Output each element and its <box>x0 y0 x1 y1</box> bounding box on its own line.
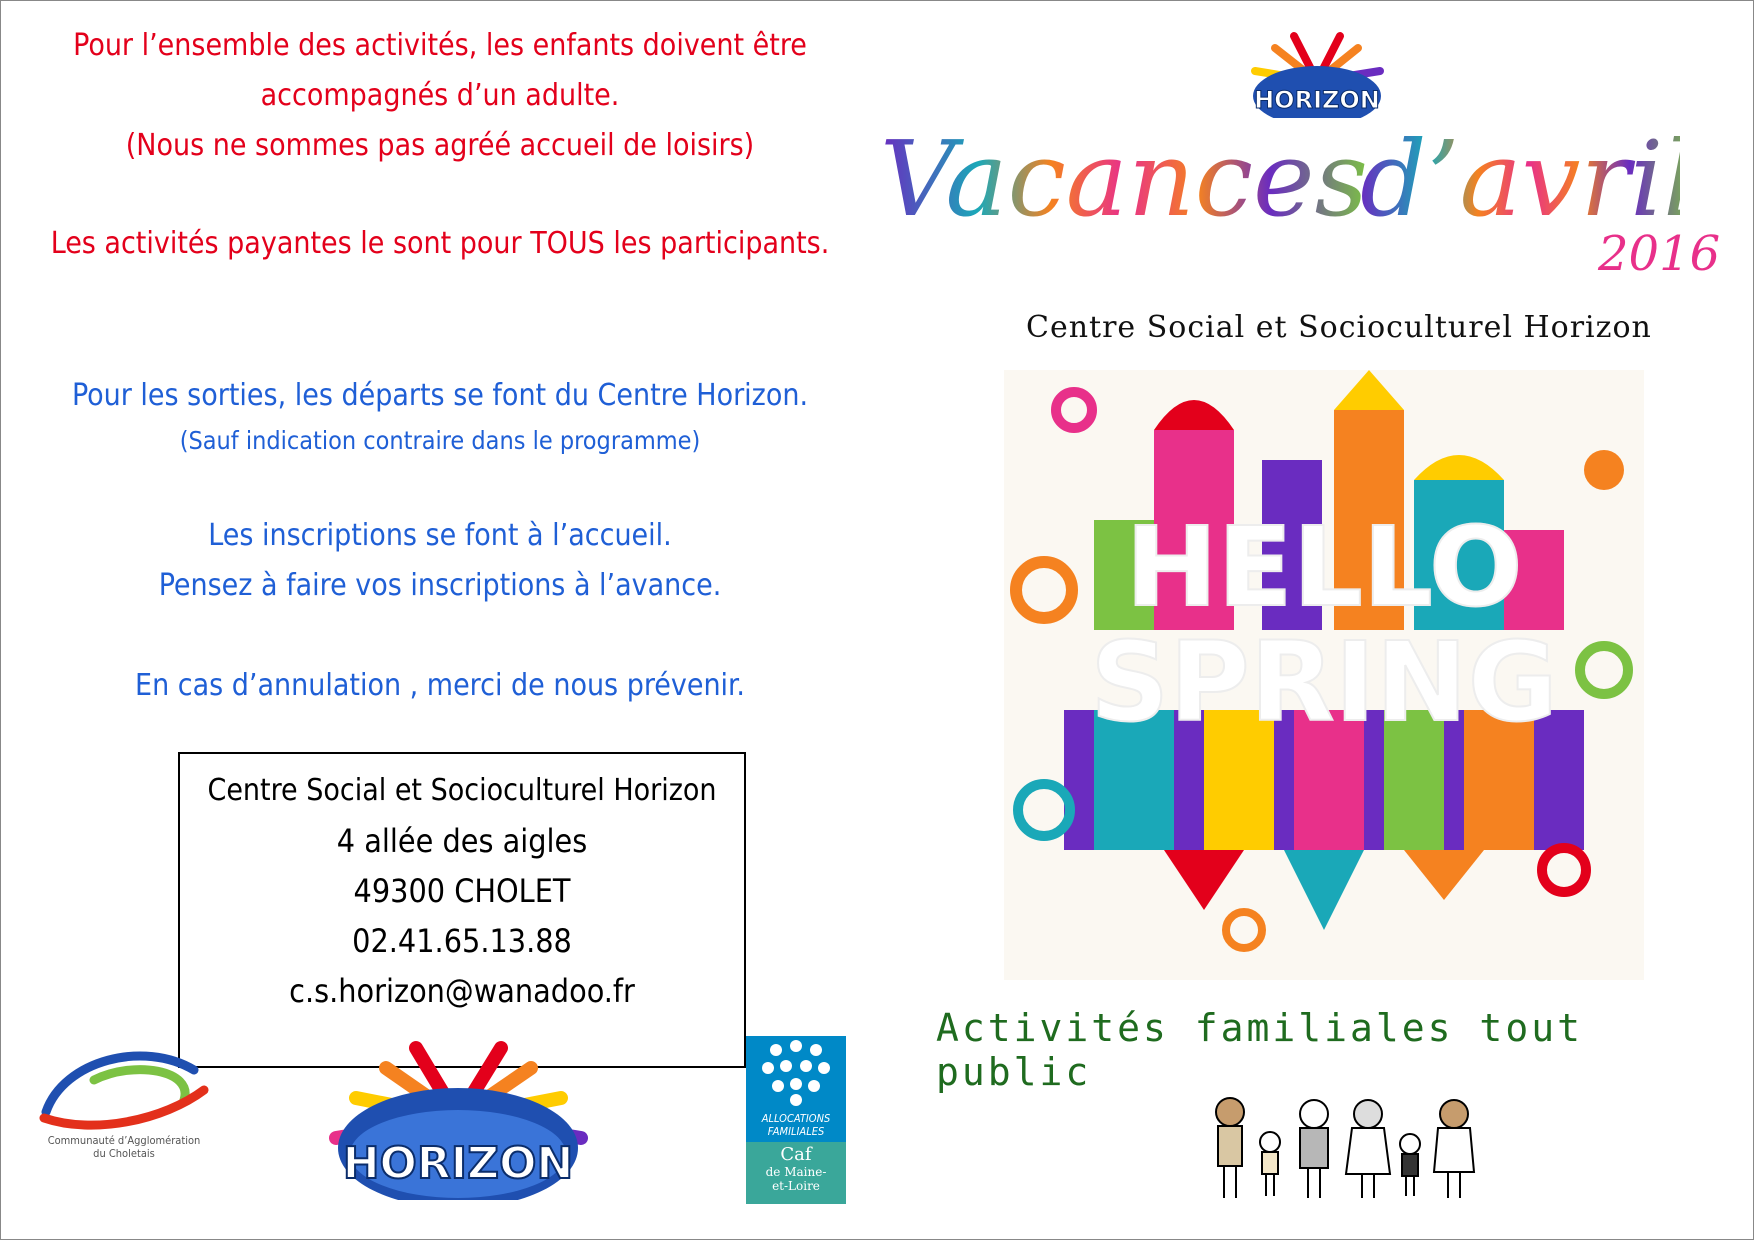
contact-phone: 02.41.65.13.88 <box>352 922 572 960</box>
notice-line-3: (Nous ne sommes pas agréé accueil de loisirs) <box>125 128 755 163</box>
contact-city: 49300 CHOLET <box>353 872 571 910</box>
agglo-name-2: du Choletais <box>93 1147 155 1160</box>
horizon-small-text: HORIZON <box>1254 86 1380 114</box>
spring-illustration <box>1004 370 1644 980</box>
caf-people-icon <box>746 1036 846 1108</box>
agglo-swoosh-icon <box>34 1040 224 1130</box>
horizon-logo-large <box>296 1028 620 1200</box>
title-word-2: d’avril <box>1360 118 1680 240</box>
horizon-logo-small <box>1230 26 1404 118</box>
spring-text: SPRING <box>1090 618 1558 746</box>
notice-line-2: accompagnés d’un adulte. <box>260 78 620 113</box>
family-icon <box>1200 1092 1500 1202</box>
year-text: 2016 <box>1598 226 1721 282</box>
caf-caf: Caf <box>780 1144 812 1165</box>
horizon-hands-icon <box>296 1028 620 1200</box>
info-line-3: Les inscriptions se font à l’accueil. <box>208 518 672 553</box>
contact-name: Centre Social et Socioculturel Horizon <box>207 773 717 808</box>
contact-email: c.s.horizon@wanadoo.fr <box>289 972 635 1010</box>
agglo-name-1: Communauté d’Agglomération <box>47 1134 201 1147</box>
caf-logo <box>746 1036 846 1198</box>
info-line-2: (Sauf indication contraire dans le programme) <box>179 426 701 455</box>
agglo-logo <box>34 1040 224 1170</box>
info-line-1: Pour les sorties, les départs se font du Centre Horizon. <box>71 378 809 413</box>
title-word-1: Vacances <box>880 118 1368 240</box>
tagline: Activités familiales tout public <box>936 1006 1583 1094</box>
notice-line-4: Les activités payantes le sont pour TOUS les participants. <box>50 226 830 261</box>
horizon-small-hands-icon <box>1230 26 1404 118</box>
caf-familiales: FAMILIALES <box>767 1125 825 1138</box>
info-line-4: Pensez à faire vos inscriptions à l’avance. <box>158 568 722 603</box>
caf-allocations: ALLOCATIONS <box>761 1112 831 1125</box>
contact-box <box>178 752 746 1068</box>
notice-line-1: Pour l’ensemble des activités, les enfants doivent être <box>73 28 807 63</box>
info-line-5: En cas d’annulation , merci de nous prévenir. <box>135 668 745 703</box>
hello-text: HELLO <box>1125 503 1523 631</box>
caf-dept-1: de Maine- <box>765 1165 827 1179</box>
centre-subtitle: Centre Social et Socioculturel Horizon <box>1026 310 1652 345</box>
family-illustration <box>1200 1092 1500 1202</box>
caf-dept-2: et-Loire <box>772 1179 820 1193</box>
hello-spring-image <box>1004 370 1644 980</box>
horizon-logo-text: HORIZON <box>342 1138 574 1189</box>
title-year <box>1598 226 1720 282</box>
contact-address: 4 allée des aigles <box>336 822 588 860</box>
main-title <box>880 110 1680 240</box>
